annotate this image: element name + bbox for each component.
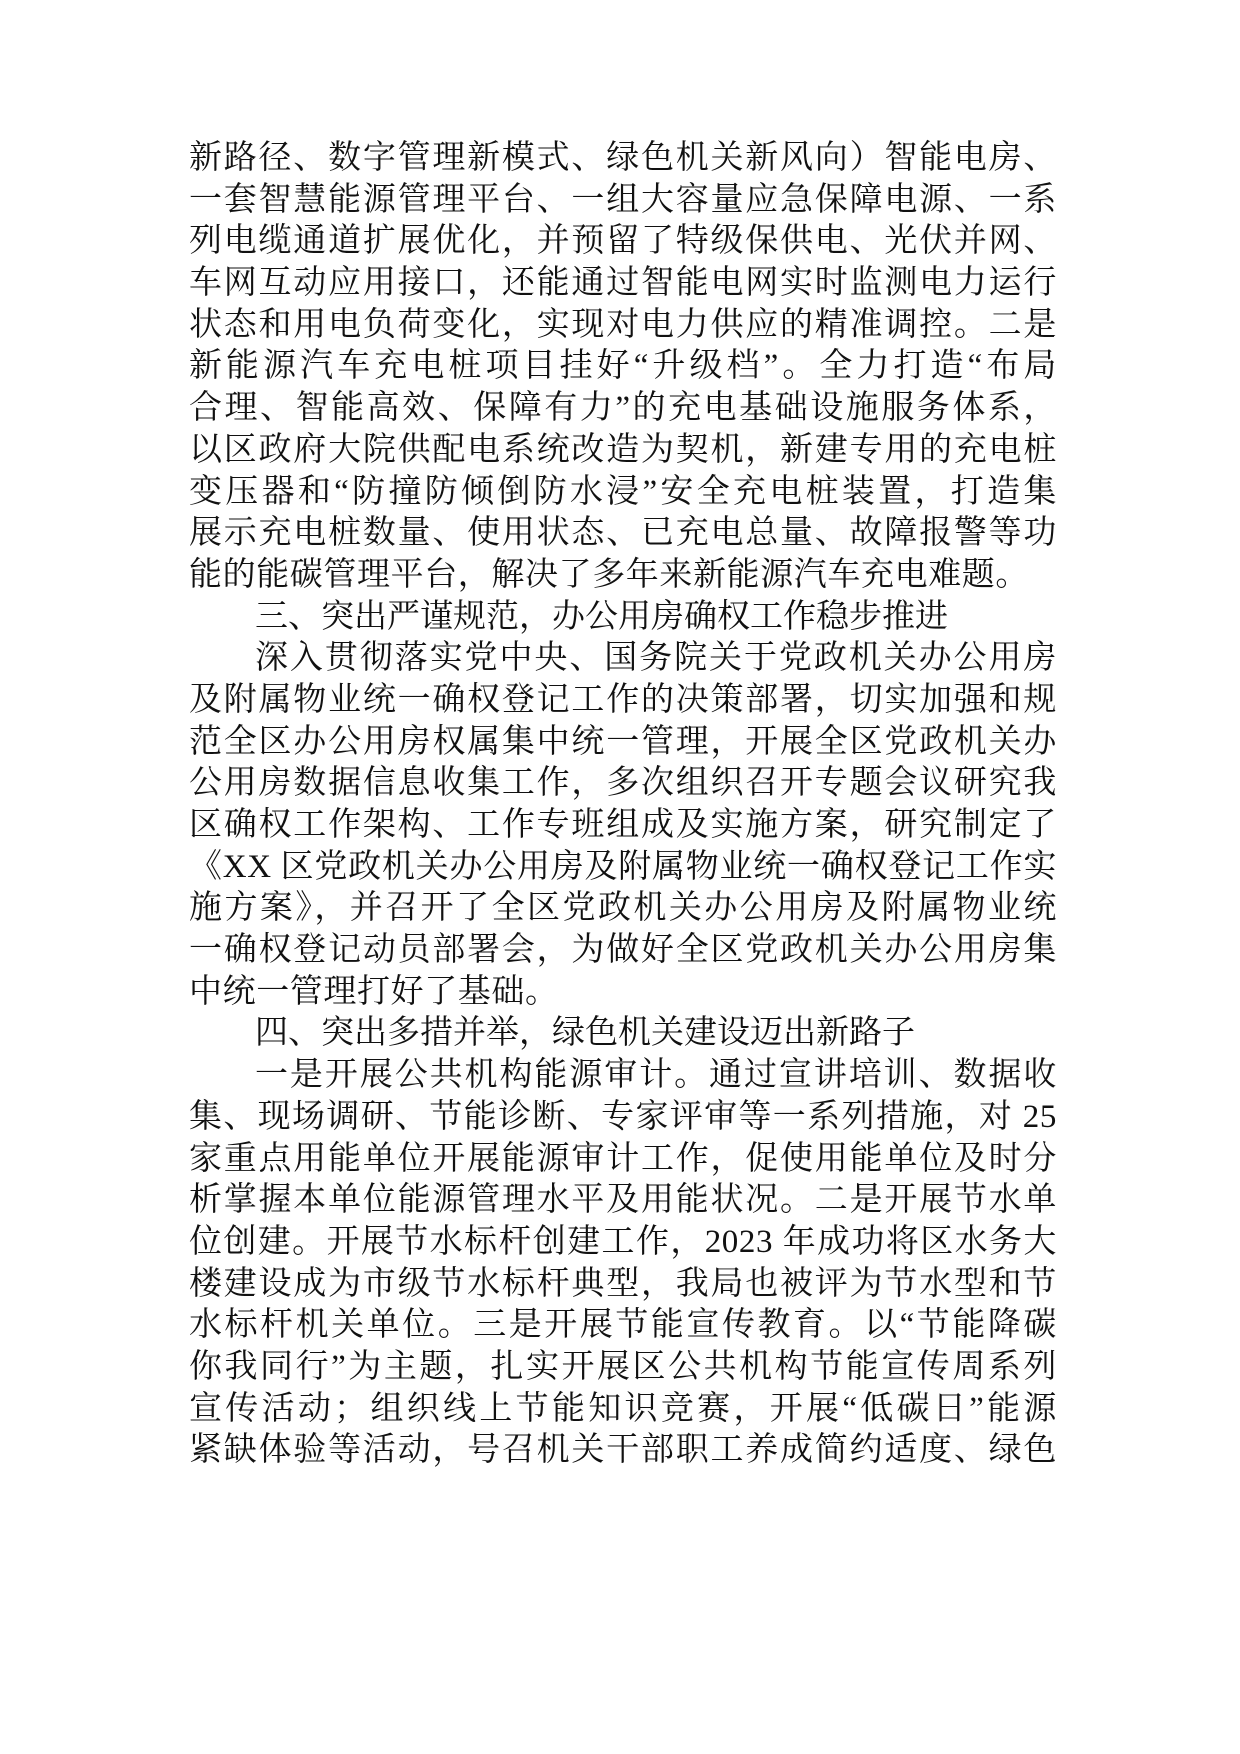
- body-line: 一确权登记动员部署会，为做好全区党政机关办公用房集: [189, 932, 1057, 969]
- body-line: 施方案》，并召开了全区党政机关办公用房及附属物业统: [189, 890, 1057, 927]
- body-line: 一是开展公共机构能源审计。通过宣讲培训、数据收: [255, 1057, 1057, 1094]
- body-line: 新能源汽车充电桩项目挂好“升级档”。全力打造“布局: [189, 348, 1057, 385]
- body-line: 家重点用能单位开展能源审计工作，促使用能单位及时分: [189, 1140, 1057, 1177]
- body-line: 列电缆通道扩展优化，并预留了特级保供电、光伏并网、: [189, 223, 1057, 260]
- body-line: 深入贯彻落实党中央、国务院关于党政机关办公用房: [255, 640, 1057, 677]
- body-line: 展示充电桩数量、使用状态、已充电总量、故障报警等功: [189, 515, 1057, 552]
- section-heading: 三、突出严谨规范，办公用房确权工作稳步推进: [255, 598, 948, 635]
- body-line: 区确权工作架构、工作专班组成及实施方案，研究制定了: [189, 807, 1057, 843]
- body-line: 公用房数据信息收集工作，多次组织召开专题会议研究我: [189, 765, 1057, 802]
- body-line: 一套智慧能源管理平台、一组大容量应急保障电源、一系: [189, 181, 1057, 218]
- body-line: 以区政府大院供配电系统改造为契机，新建专用的充电桩: [189, 431, 1057, 468]
- body-line: 状态和用电负荷变化，实现对电力供应的精准调控。二是: [189, 306, 1057, 343]
- body-line: 范全区办公用房权属集中统一管理，开展全区党政机关办: [189, 723, 1057, 760]
- body-line: 车网互动应用接口，还能通过智能电网实时监测电力运行: [189, 265, 1057, 302]
- body-line: 紧缺体验等活动，号召机关干部职工养成简约适度、绿色: [189, 1432, 1057, 1469]
- body-line: 中统一管理打好了基础。: [189, 973, 559, 1010]
- body-line: 变压器和“防撞防倾倒防水浸”安全充电桩装置，打造集: [189, 473, 1057, 510]
- body-line: 集、现场调研、节能诊断、专家评审等一系列措施，对 25: [189, 1098, 1057, 1135]
- body-line: 及附属物业统一确权登记工作的决策部署，切实加强和规: [189, 681, 1057, 718]
- body-line: 宣传活动；组织线上节能知识竞赛，开展“低碳日”能源: [189, 1390, 1057, 1427]
- section-heading: 四、突出多措并举，绿色机关建设迈出新路子: [255, 1015, 915, 1052]
- body-line: 合理、智能高效、保障有力”的充电基础设施服务体系，: [189, 390, 1057, 427]
- body-line: 新路径、数字管理新模式、绿色机关新风向）智能电房、: [189, 140, 1057, 176]
- body-line: 你我同行”为主题，扎实开展区公共机构节能宣传周系列: [189, 1348, 1057, 1385]
- body-line: 《XX 区党政机关办公用房及附属物业统一确权登记工作实: [189, 848, 1057, 885]
- body-line: 位创建。开展节水标杆创建工作，2023 年成功将区水务大: [189, 1223, 1057, 1260]
- body-line: 能的能碳管理平台，解决了多年来新能源汽车充电难题。: [189, 556, 1029, 593]
- document-body: [189, 138, 1057, 1472]
- body-line: 析掌握本单位能源管理水平及用能状况。二是开展节水单: [189, 1182, 1057, 1219]
- body-line: 水标杆机关单位。三是开展节能宣传教育。以“节能降碳: [189, 1307, 1057, 1344]
- body-line: 楼建设成为市级节水标杆典型，我局也被评为节水型和节: [189, 1265, 1057, 1302]
